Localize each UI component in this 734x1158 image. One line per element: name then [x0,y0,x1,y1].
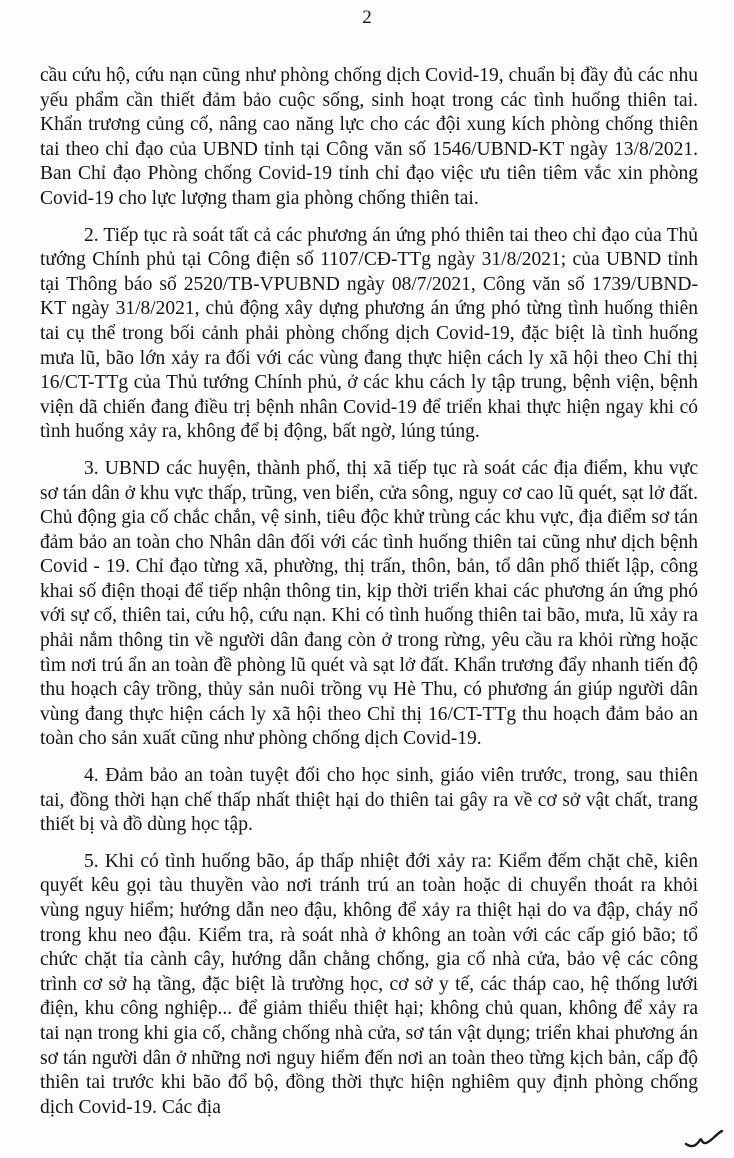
document-body [40,64,698,1132]
paragraph-item-2: 2. Tiếp tục rà soát tất cả các phương án ứng phó thiên tai theo chỉ đạo của Thủ tướng Chính phủ tại Công điện số 1107/CĐ-TTg ngày 31/8/2021; của UBND tỉnh tại Thông báo số 2520/TB-VPUBND ngày 08/7/2021, Công văn số 1739/UBND-KT ngày 31/8/2021, chủ động xây dựng phương án ứng phó từng tình huống thiên tai cụ thể trong bối cảnh phải phòng chống dịch Covid-19, đặc biệt là tình huống mưa lũ, bão lớn xảy ra đối với các vùng đang thực hiện cách ly xã hội theo Chỉ thị 16/CT-TTg của Thủ tướng Chính phủ, ở các khu cách ly tập trung, bệnh viện, bệnh viện dã chiến đang điều trị bệnh nhân Covid-19 để triển khai thực hiện ngay khi có tình huống xảy ra, không để bị động, bất ngờ, lúng túng. [40,224,698,443]
paragraph-continuation: cầu cứu hộ, cứu nạn cũng như phòng chống dịch Covid-19, chuẩn bị đầy đủ các nhu yếu phẩm cần thiết đảm bảo cuộc sống, sinh hoạt trong các tình huống thiên tai. Khẩn trương củng cố, nâng cao năng lực cho các đội xung kích phòng chống thiên tai theo chỉ đạo của UBND tỉnh tại Công văn số 1546/UBND-KT ngày 13/8/2021. Ban Chỉ đạo Phòng chống Covid-19 tỉnh chỉ đạo việc ưu tiên tiêm vắc xin phòng Covid-19 cho lực lượng tham gia phòng chống thiên tai. [40,65,698,209]
handwritten-initial-icon [684,1128,724,1150]
page-number: 2 [362,7,372,28]
paragraph-item-4: 4. Đảm bảo an toàn tuyệt đối cho học sinh, giáo viên trước, trong, sau thiên tai, đồng thời hạn chế thấp nhất thiệt hại do thiên tai gây ra về cơ sở vật chất, trang thiết bị và đồ dùng học tập. [40,765,698,836]
paragraph-item-5: 5. Khi có tình huống bão, áp thấp nhiệt đới xảy ra: Kiểm đếm chặt chẽ, kiên quyết kêu gọi tàu thuyền vào nơi tránh trú an toàn hoặc di chuyển thoát ra khỏi vùng nguy hiểm; hướng dẫn neo đậu, không để xảy ra thiệt hại do va đập, cháy nổ trong khu neo đậu. Kiểm tra, rà soát nhà ở không an toàn với các cấp gió bão; tổ chức chặt tỉa cành cây, hướng dẫn chằng chống, gia cố nhà cửa, bảo vệ các công trình cơ sở hạ tầng, đặc biệt là trường học, cơ sở y tế, các tháp cao, hệ thống lưới điện, khu công nghiệp... để giảm thiểu thiệt hại; không chủ quan, không để xảy ra tai nạn trong khi gia cố, chằng chống nhà cửa, sơ tán vật dụng; triển khai phương án sơ tán người dân ở những nơi nguy hiểm đến nơi an toàn theo từng kịch bản, cấp độ thiên tai trước khi bão đổ bộ, đồng thời thực hiện nghiêm quy định phòng chống dịch Covid-19. Các địa [40,850,698,1118]
paragraph-item-3: 3. UBND các huyện, thành phố, thị xã tiếp tục rà soát các địa điểm, khu vực sơ tán dân ở khu vực thấp, trũng, ven biển, cửa sông, nguy cơ cao lũ quét, sạt lở đất. Chủ động gia cố chắc chắn, vệ sinh, tiêu độc khử trùng các khu vực, địa điểm sơ tán đảm bảo an toàn cho Nhân dân đối với các tình huống thiên tai cũng như dịch bệnh Covid - 19. Chỉ đạo từng xã, phường, thị trấn, thôn, bản, tổ dân phố thiết lập, công khai số điện thoại để tiếp nhận thông tin, kịp thời triển khai các phương án ứng phó với sự cố, thiên tai, cứu hộ, cứu nạn. Khi có tình huống thiên tai bão, mưa, lũ xảy ra phải nắm thông tin về người dân đang còn ở trong rừng, yêu cầu ra khỏi rừng hoặc tìm nơi trú ẩn an toàn đề phòng lũ quét và sạt lở đất. Khẩn trương đẩy nhanh tiến độ thu hoạch cây trồng, thủy sản nuôi trồng vụ Hè Thu, có phương án giúp người dân vùng đang thực hiện cách ly xã hội theo Chỉ thị 16/CT-TTg thu hoạch đảm bảo an toàn cho sản xuất cũng như phòng chống dịch Covid-19. [40,457,698,750]
